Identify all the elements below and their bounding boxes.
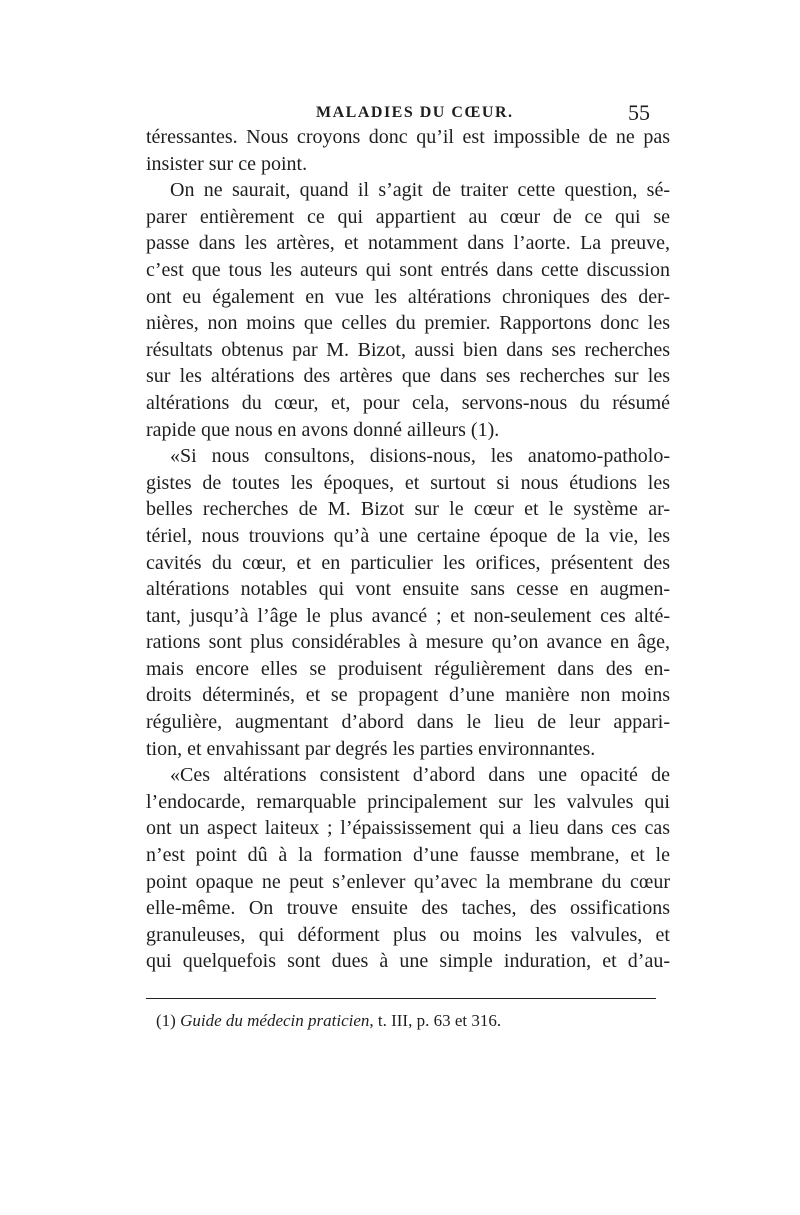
text-line: «Si nous consultons, disions-nous, les anatomo-patholo- xyxy=(170,445,670,468)
text-line: gistes de toutes les époques, et surtout si nous étudions les xyxy=(146,471,670,494)
text-line: granuleuses, qui déforment plus ou moins les valvules, et xyxy=(146,923,670,946)
text-line: altérations du cœur, et, pour cela, servons-nous du résumé xyxy=(146,391,670,414)
footnote-reference: , t. III, p. 63 et 316. xyxy=(369,1011,502,1030)
text-line: régulière, augmentant d’abord dans le lieu de leur appari- xyxy=(146,711,670,734)
text-line: rapide que nous en avons donné ailleurs (1). xyxy=(146,418,500,441)
footnote-divider xyxy=(146,998,656,999)
text-line: tériel, nous trouvions qu’à une certaine époque de la vie, les xyxy=(146,524,670,547)
text-line: elle-même. On trouve ensuite des taches, des ossifications xyxy=(146,897,670,920)
text-line: qui quelquefois sont dues à une simple induration, et d’au- xyxy=(146,950,670,973)
text-line: nières, non moins que celles du premier. Rapportons donc les xyxy=(146,312,670,335)
text-line: tion, et envahissant par degrés les parties environnantes. xyxy=(146,737,596,760)
footnote-marker: (1) xyxy=(156,1011,176,1030)
text-line: point opaque ne peut s’enlever qu’avec la membrane du cœur xyxy=(146,870,670,893)
text-line: c’est que tous les auteurs qui sont entrés dans cette discussion xyxy=(146,258,670,281)
text-line: insister sur ce point. xyxy=(146,152,308,175)
page-number: 55 xyxy=(628,100,650,125)
text-line: ont eu également en vue les altérations chroniques des der- xyxy=(146,285,670,308)
footnote xyxy=(156,1011,501,1031)
text-line: tant, jusqu’à l’âge le plus avancé ; et non-seulement ces alté- xyxy=(146,604,670,627)
text-line: téressantes. Nous croyons donc qu’il est impossible de ne pas xyxy=(146,126,670,148)
text-line: résultats obtenus par M. Bizot, aussi bien dans ses recherches xyxy=(146,338,670,361)
text-line: droits déterminés, et se propagent d’une manière non moins xyxy=(146,684,670,707)
footnote-source-title: Guide du médecin praticien xyxy=(180,1011,370,1030)
text-line: «Ces altérations consistent d’abord dans une opacité de xyxy=(170,764,670,787)
text-line: sur les altérations des artères que dans ses recherches sur les xyxy=(146,365,670,388)
text-line: mais encore elles se produisent régulièrement dans des en- xyxy=(146,657,670,680)
running-title: MALADIES DU CŒUR. xyxy=(316,104,514,121)
text-line: passe dans les artères, et notamment dans l’aorte. La preuve, xyxy=(146,232,670,255)
text-line: n’est point dû à la formation d’une fausse membrane, et le xyxy=(146,844,670,867)
text-line: cavités du cœur, et en particulier les orifices, présentent des xyxy=(146,551,670,574)
text-line: On ne saurait, quand il s’agit de traiter cette question, sé- xyxy=(170,179,670,202)
text-line: rations sont plus considérables à mesure qu’on avance en âge, xyxy=(146,631,670,654)
text-line: belles recherches de M. Bizot sur le cœur et le système ar- xyxy=(146,498,670,521)
text-line: altérations notables qui vont ensuite sans cesse en augmen- xyxy=(146,578,670,601)
text-line: l’endocarde, remarquable principalement sur les valvules qui xyxy=(146,790,670,813)
text-line: parer entièrement ce qui appartient au cœur de ce qui se xyxy=(146,205,670,228)
body-text xyxy=(146,124,670,975)
text-line: ont un aspect laiteux ; l’épaississement qui a lieu dans ces cas xyxy=(146,817,670,840)
